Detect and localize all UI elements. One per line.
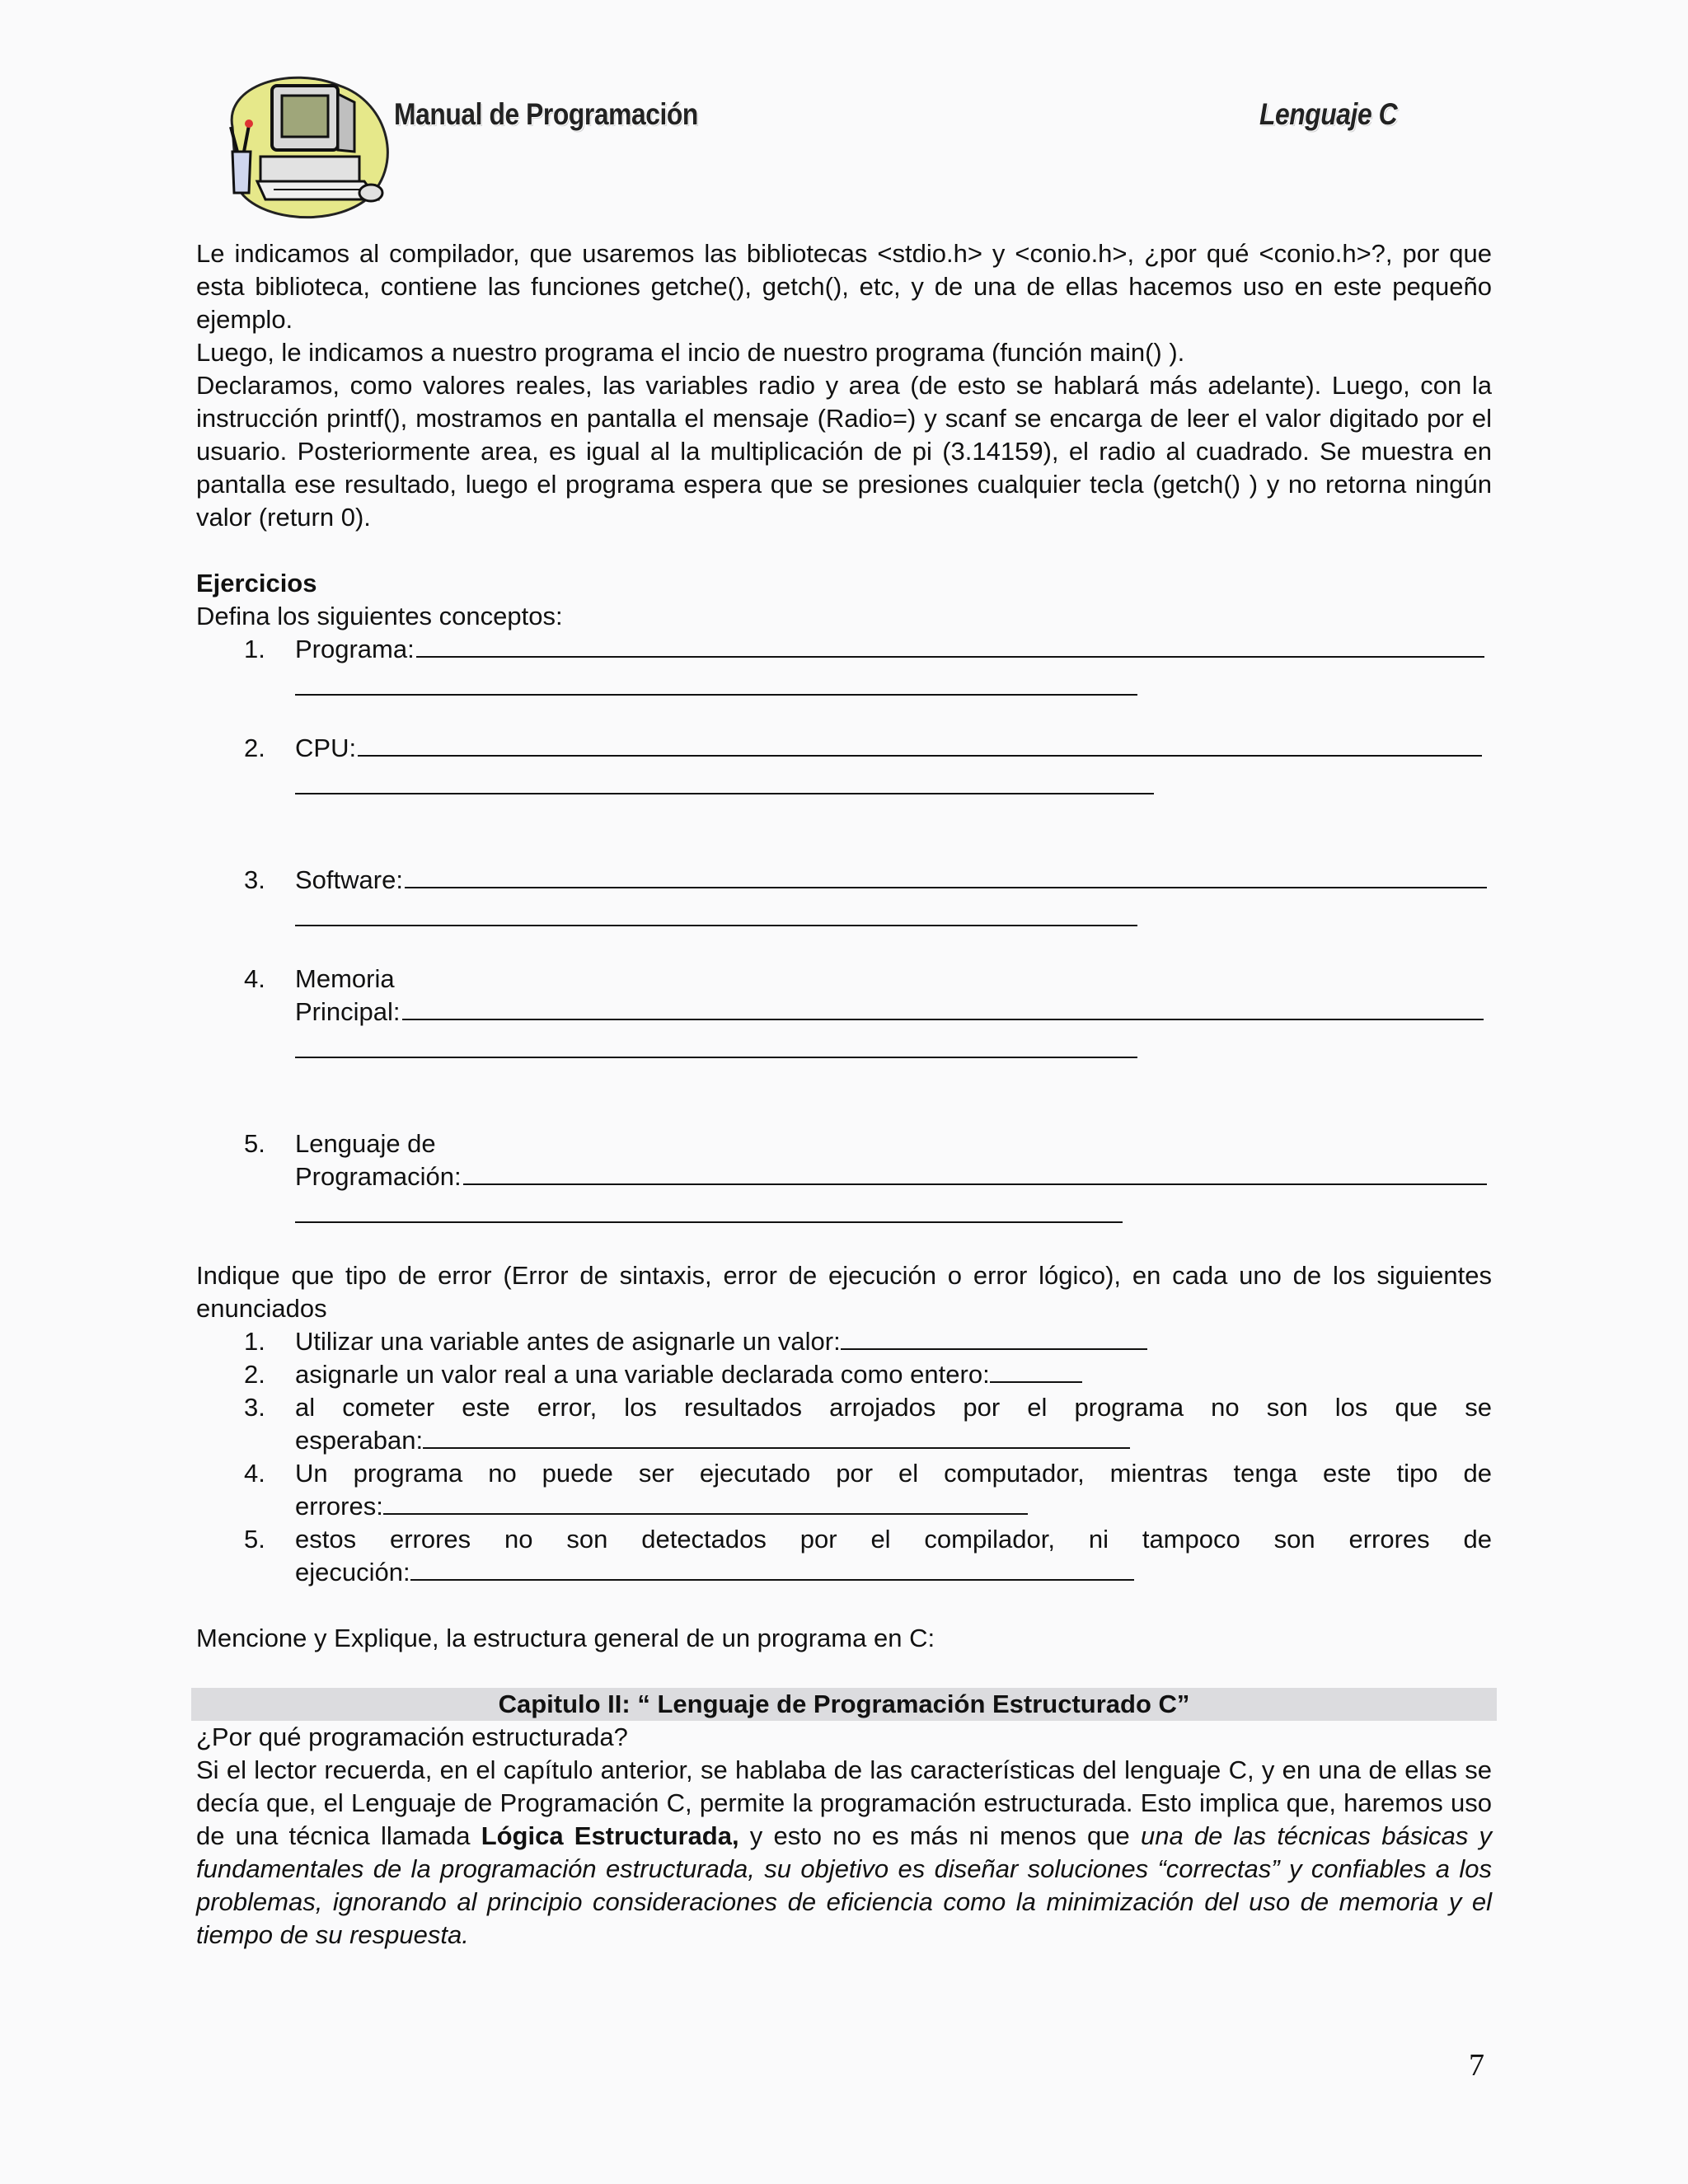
answer-blank[interactable] xyxy=(423,1426,1130,1449)
chapter-paragraph xyxy=(196,1754,1492,1952)
concept-number: 1. xyxy=(244,635,265,663)
chapter-text-italic: una de las técnicas básicas y fundamentales de la programación estructurada, su objetivo es diseñar soluciones “correctas” y confiables a los problemas, ignorando al principio consideraciones de eficiencia como la minimización del uso de memoria y el tiempo de su respuesta. xyxy=(196,1821,1493,1949)
concept-item xyxy=(196,864,1492,930)
chapter-title: Capitulo II: “ Lenguaje de Programación Estructurado C” xyxy=(191,1688,1497,1721)
header-manual-title: Manual de Programación xyxy=(394,97,698,131)
error-statement: Un programa no puede ser ejecutado por el computador, mientras tenga este tipo de xyxy=(295,1459,1492,1488)
concept-label: CPU: xyxy=(295,733,357,762)
chapter-text-start: Si el lector recuerda, en el capítulo anterior, se hablaba de las características del lenguaje C, y en una de ellas se decía que, el Lenguaje de Programación C, permite la programación estructurada. Esto implica que, haremos uso de una técnica llamada xyxy=(196,1755,1492,1850)
error-statement-cont: ejecución: xyxy=(295,1558,410,1586)
header-language-title: Lenguaje C xyxy=(1259,97,1398,131)
concept-number: 5. xyxy=(244,1129,265,1158)
concept-item xyxy=(196,1127,1492,1226)
answer-blank[interactable] xyxy=(358,732,1482,757)
structure-prompt: Mencione y Explique, la estructura general de un programa en C: xyxy=(196,1624,935,1652)
error-intro: Indique que tipo de error (Error de sintaxis, error de ejecución o error lógico), en cada uno de los siguientes enunciados xyxy=(196,1261,1492,1323)
concept-label-prefix: Lenguaje de xyxy=(295,1129,436,1158)
concept-number: 4. xyxy=(244,964,265,993)
error-item xyxy=(196,1358,1492,1391)
answer-blank[interactable] xyxy=(410,1558,1134,1581)
concept-label: Principal: xyxy=(295,997,401,1026)
intro-paragraph-2: Luego, le indicamos a nuestro programa el incio de nuestro programa (función main() ). xyxy=(196,338,1185,367)
error-statement: Utilizar una variable antes de asignarle un valor: xyxy=(295,1327,841,1356)
answer-blank[interactable] xyxy=(295,694,1137,696)
chapter-text-bold: Lógica Estructurada, xyxy=(481,1821,739,1850)
concept-number: 3. xyxy=(244,865,265,894)
error-statement-cont: errores: xyxy=(295,1492,383,1521)
concept-item xyxy=(196,732,1492,798)
concept-label: Programa: xyxy=(295,635,415,663)
error-number: 1. xyxy=(244,1327,265,1356)
chapter-question: ¿Por qué programación estructurada? xyxy=(196,1722,628,1751)
concept-label: Software: xyxy=(295,865,403,894)
error-statement: al cometer este error, los resultados arrojados por el programa no son los que se xyxy=(295,1393,1492,1422)
error-item xyxy=(196,1523,1492,1589)
exercises-instruction: Defina los siguientes conceptos: xyxy=(196,602,563,630)
answer-blank[interactable] xyxy=(295,925,1137,926)
answer-blank[interactable] xyxy=(405,864,1487,888)
answer-blank[interactable] xyxy=(416,633,1484,658)
concept-number: 2. xyxy=(244,733,265,762)
computer-clipart-icon xyxy=(216,69,399,221)
error-number: 3. xyxy=(244,1393,265,1422)
error-statement-cont: esperaban: xyxy=(295,1426,424,1455)
error-item xyxy=(196,1325,1492,1358)
error-item xyxy=(196,1457,1492,1523)
answer-blank[interactable] xyxy=(841,1327,1147,1350)
concept-item xyxy=(196,963,1492,1062)
answer-blank[interactable] xyxy=(295,1221,1123,1223)
main-content xyxy=(196,237,1492,1952)
intro-paragraph-1: Le indicamos al compilador, que usaremos las bibliotecas <stdio.h> y <conio.h>, ¿por qué <conio.h>?, por que esta biblioteca, contiene las funciones getche(), getch(), etc, y de una de ellas hacemos uso en este pequeño ejemplo. xyxy=(196,239,1492,334)
answer-blank[interactable] xyxy=(463,1160,1487,1185)
answer-blank[interactable] xyxy=(295,1057,1137,1058)
error-number: 5. xyxy=(244,1525,265,1554)
chapter-text-mid: y esto no es más ni menos que xyxy=(738,1821,1141,1850)
error-statement: asignarle un valor real a una variable declarada como entero: xyxy=(295,1360,990,1389)
intro-paragraph-3: Declaramos, como valores reales, las variables radio y area (de esto se hablará más adelante). Luego, con la instrucción printf(), mostramos en pantalla el mensaje (Radio=) y scanf se encarga de leer el valor digitado por el usuario. Posteriormente area, es igual al la multiplicación de pi (3.14159), el radio al cuadrado. Se muestra en pantalla ese resultado, luego el programa espera que se presiones cualquier tecla (getch() ) y no retorna ningún valor (return 0). xyxy=(196,371,1492,532)
error-statement: estos errores no son detectados por el compilador, ni tampoco son errores de xyxy=(295,1525,1492,1554)
answer-blank[interactable] xyxy=(990,1360,1082,1383)
concept-label-prefix: Memoria xyxy=(295,964,395,993)
error-number: 2. xyxy=(244,1360,265,1389)
concept-label: Programación: xyxy=(295,1162,462,1191)
error-number: 4. xyxy=(244,1459,265,1488)
page-number: 7 xyxy=(1469,2048,1484,2083)
exercises-heading: Ejercicios xyxy=(196,569,317,598)
answer-blank[interactable] xyxy=(402,996,1484,1020)
error-item xyxy=(196,1391,1492,1457)
answer-blank[interactable] xyxy=(295,793,1154,794)
answer-blank[interactable] xyxy=(383,1492,1028,1515)
concept-item xyxy=(196,633,1492,699)
